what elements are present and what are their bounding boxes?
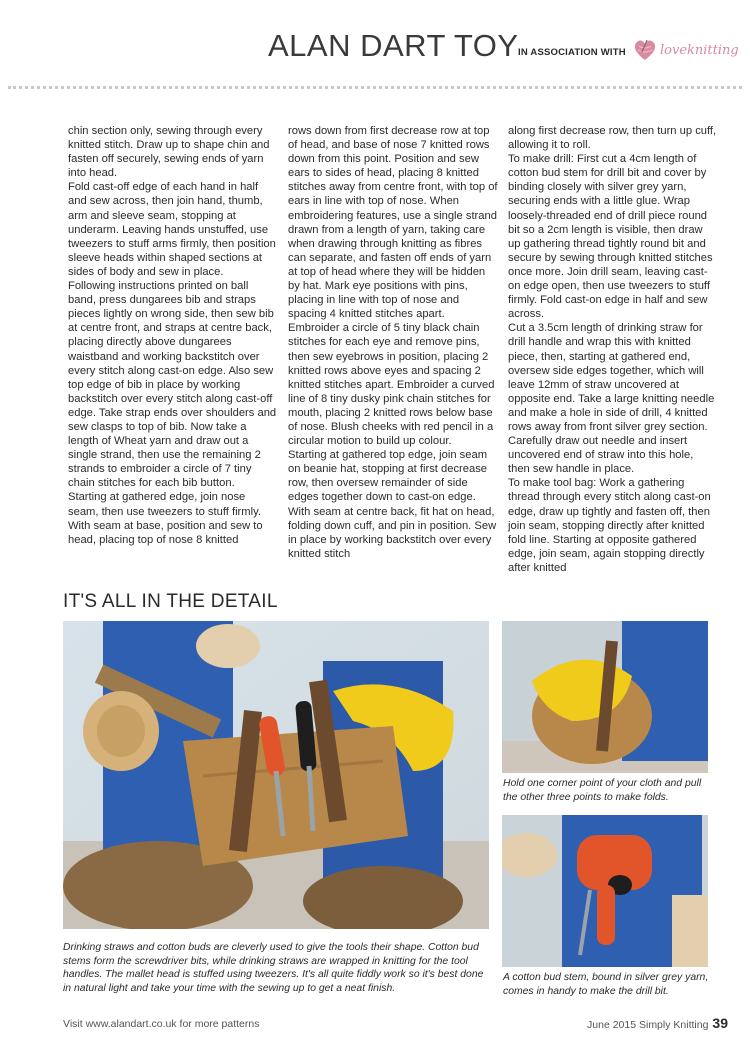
- paragraph: Following instructions printed on ball band, press dungarees bib and straps pieces lightly on wrong side, then sew bib at centre front, and straps at centre back, placing directly above dungarees waistband and working backstitch over every stitch along cast-on edge. Also sew top edge of bib in place by working backstitch over every stitch along cast-off edge. Take strap ends over shoulders and sew clasps to top of bib. Now take a length of Wheat yarn and draw out a single strand, then use the remaining 2 strands to embroider a circle of 7 tiny chain stitches for each bib button.: [68, 280, 277, 490]
- cloth-fold-photo: [502, 621, 708, 773]
- tool-bag-photo: [63, 621, 489, 929]
- header-divider: [8, 86, 742, 89]
- section-heading: IT'S ALL IN THE DETAIL: [63, 591, 278, 612]
- page-number: 39: [712, 1015, 728, 1031]
- paragraph: along first decrease row, then turn up cuff, allowing it to roll.: [508, 125, 717, 152]
- text-column-2: [288, 124, 498, 561]
- text-column-1: [68, 124, 278, 547]
- issue-label: June 2015 Simply Knitting: [587, 1019, 709, 1031]
- text-column-3: [508, 124, 718, 575]
- drill-photo: [502, 815, 708, 967]
- paragraph: rows down from first decrease row at top of head, and base of nose 7 knitted rows down from this point. Position and sew ears to sides of head, placing 8 knitted stitches away from centre front, with top of ears in line with top of nose. When embroidering features, use a single strand drawn from a length of yarn, taking care when drawing through knitting as fibres can separate, and fasten off ends of yarn at top of head where they will be hidden by hat. Mark eye positions with pins, placing in line with top of nose and spacing 4 knitted stitches apart. Embroider a circle of 5 tiny black chain stitches for each eye and remove pins, then sew eyebrows in position, placing 2 knitted rows above eyes and spacing 2 knitted stitches apart. Embroider a curved line of 8 tiny dusky pink chain stitches for mouth, placing 2 knitted rows below base of nose. Blush cheeks with red pencil in a circular motion to build up colour.: [288, 125, 498, 448]
- footer-issue-info: [587, 1015, 728, 1031]
- drill-photo-caption: A cotton bud stem, bound in silver grey yarn, comes in handy to make the drill bit.: [503, 972, 709, 997]
- magazine-section-title: ALAN DART TOY: [268, 28, 519, 63]
- cloth-photo-caption: Hold one corner point of your cloth and pull the other three points to make folds.: [503, 778, 702, 803]
- paragraph: Starting at gathered top edge, join seam on beanie hat, stopping at first decrease row, then oversew remainder of side edges together down to cast-on edge. With seam at centre back, fit hat on head, folding down cuff, and pin in position. Sew in place by working backstitch over every knitted stitch: [288, 449, 497, 560]
- heart-yarn-icon: [632, 38, 658, 62]
- main-photo-caption: Drinking straws and cotton buds are cleverly used to give the tools their shape. Cotton bud stems form the screwdriver bits, while drinking straws are wrapped in knitting for the tool handles. The mallet head is stuffed using tweezers. It's all quite fiddly work so it's best done in natural light and take your time with the sewing up to get a neat finish.: [63, 942, 484, 994]
- paragraph: To make tool bag: Work a gathering thread through every stitch along cast-on edge, draw up tightly and fasten off, then join seam, stopping directly after knitted fold line. Starting at opposite gathered edge, join seam, again stopping directly after knitted: [508, 477, 711, 574]
- paragraph: Fold cast-off edge of each hand in half and sew across, then join hand, thumb, arm and sleeve seam, stopping at underarm. Leaving hands unstuffed, use tweezers to stuff arms firmly, then position sleeve heads within shaped sections at sides of body and sew in place.: [68, 181, 276, 278]
- loveknitting-logo: [632, 38, 739, 62]
- paragraph: chin section only, sewing through every knitted stitch. Draw up to shape chin and fasten off securely, sewing ends of yarn into head.: [68, 125, 270, 180]
- paragraph: Starting at gathered edge, join nose seam, then use tweezers to stuff firmly. With seam at base, position and sew to head, placing top of nose 8 knitted: [68, 491, 263, 546]
- paragraph: Cut a 3.5cm length of drinking straw for drill handle and wrap this with knitted piece, then, starting at gathered end, oversew side edges together, which will leave 12mm of straw uncovered at opposite end. Take a large knitting needle and make a hole in side of drill, 4 knitted rows away from front silver grey section. Carefully draw out needle and insert uncovered end of straw into this hole, then sew handle in place.: [508, 322, 715, 476]
- paragraph: To make drill: First cut a 4cm length of cotton bud stem for drill bit and cover by binding closely with silver grey yarn, securing ends with a little glue. Wrap loosely-threaded end of drill piece round bit so a 2cm length is visible, then draw up gathering thread tightly round bit and secure by sewing through knitted stitches once more. Join drill seam, leaving cast-on edge open, then use tweezers to stuff firmly. Fold cast-on edge in half and sew across.: [508, 153, 713, 321]
- logo-text: loveknitting: [660, 42, 739, 58]
- association-label: IN ASSOCIATION WITH: [518, 47, 626, 58]
- footer-website: Visit www.alandart.co.uk for more patterns: [63, 1018, 260, 1030]
